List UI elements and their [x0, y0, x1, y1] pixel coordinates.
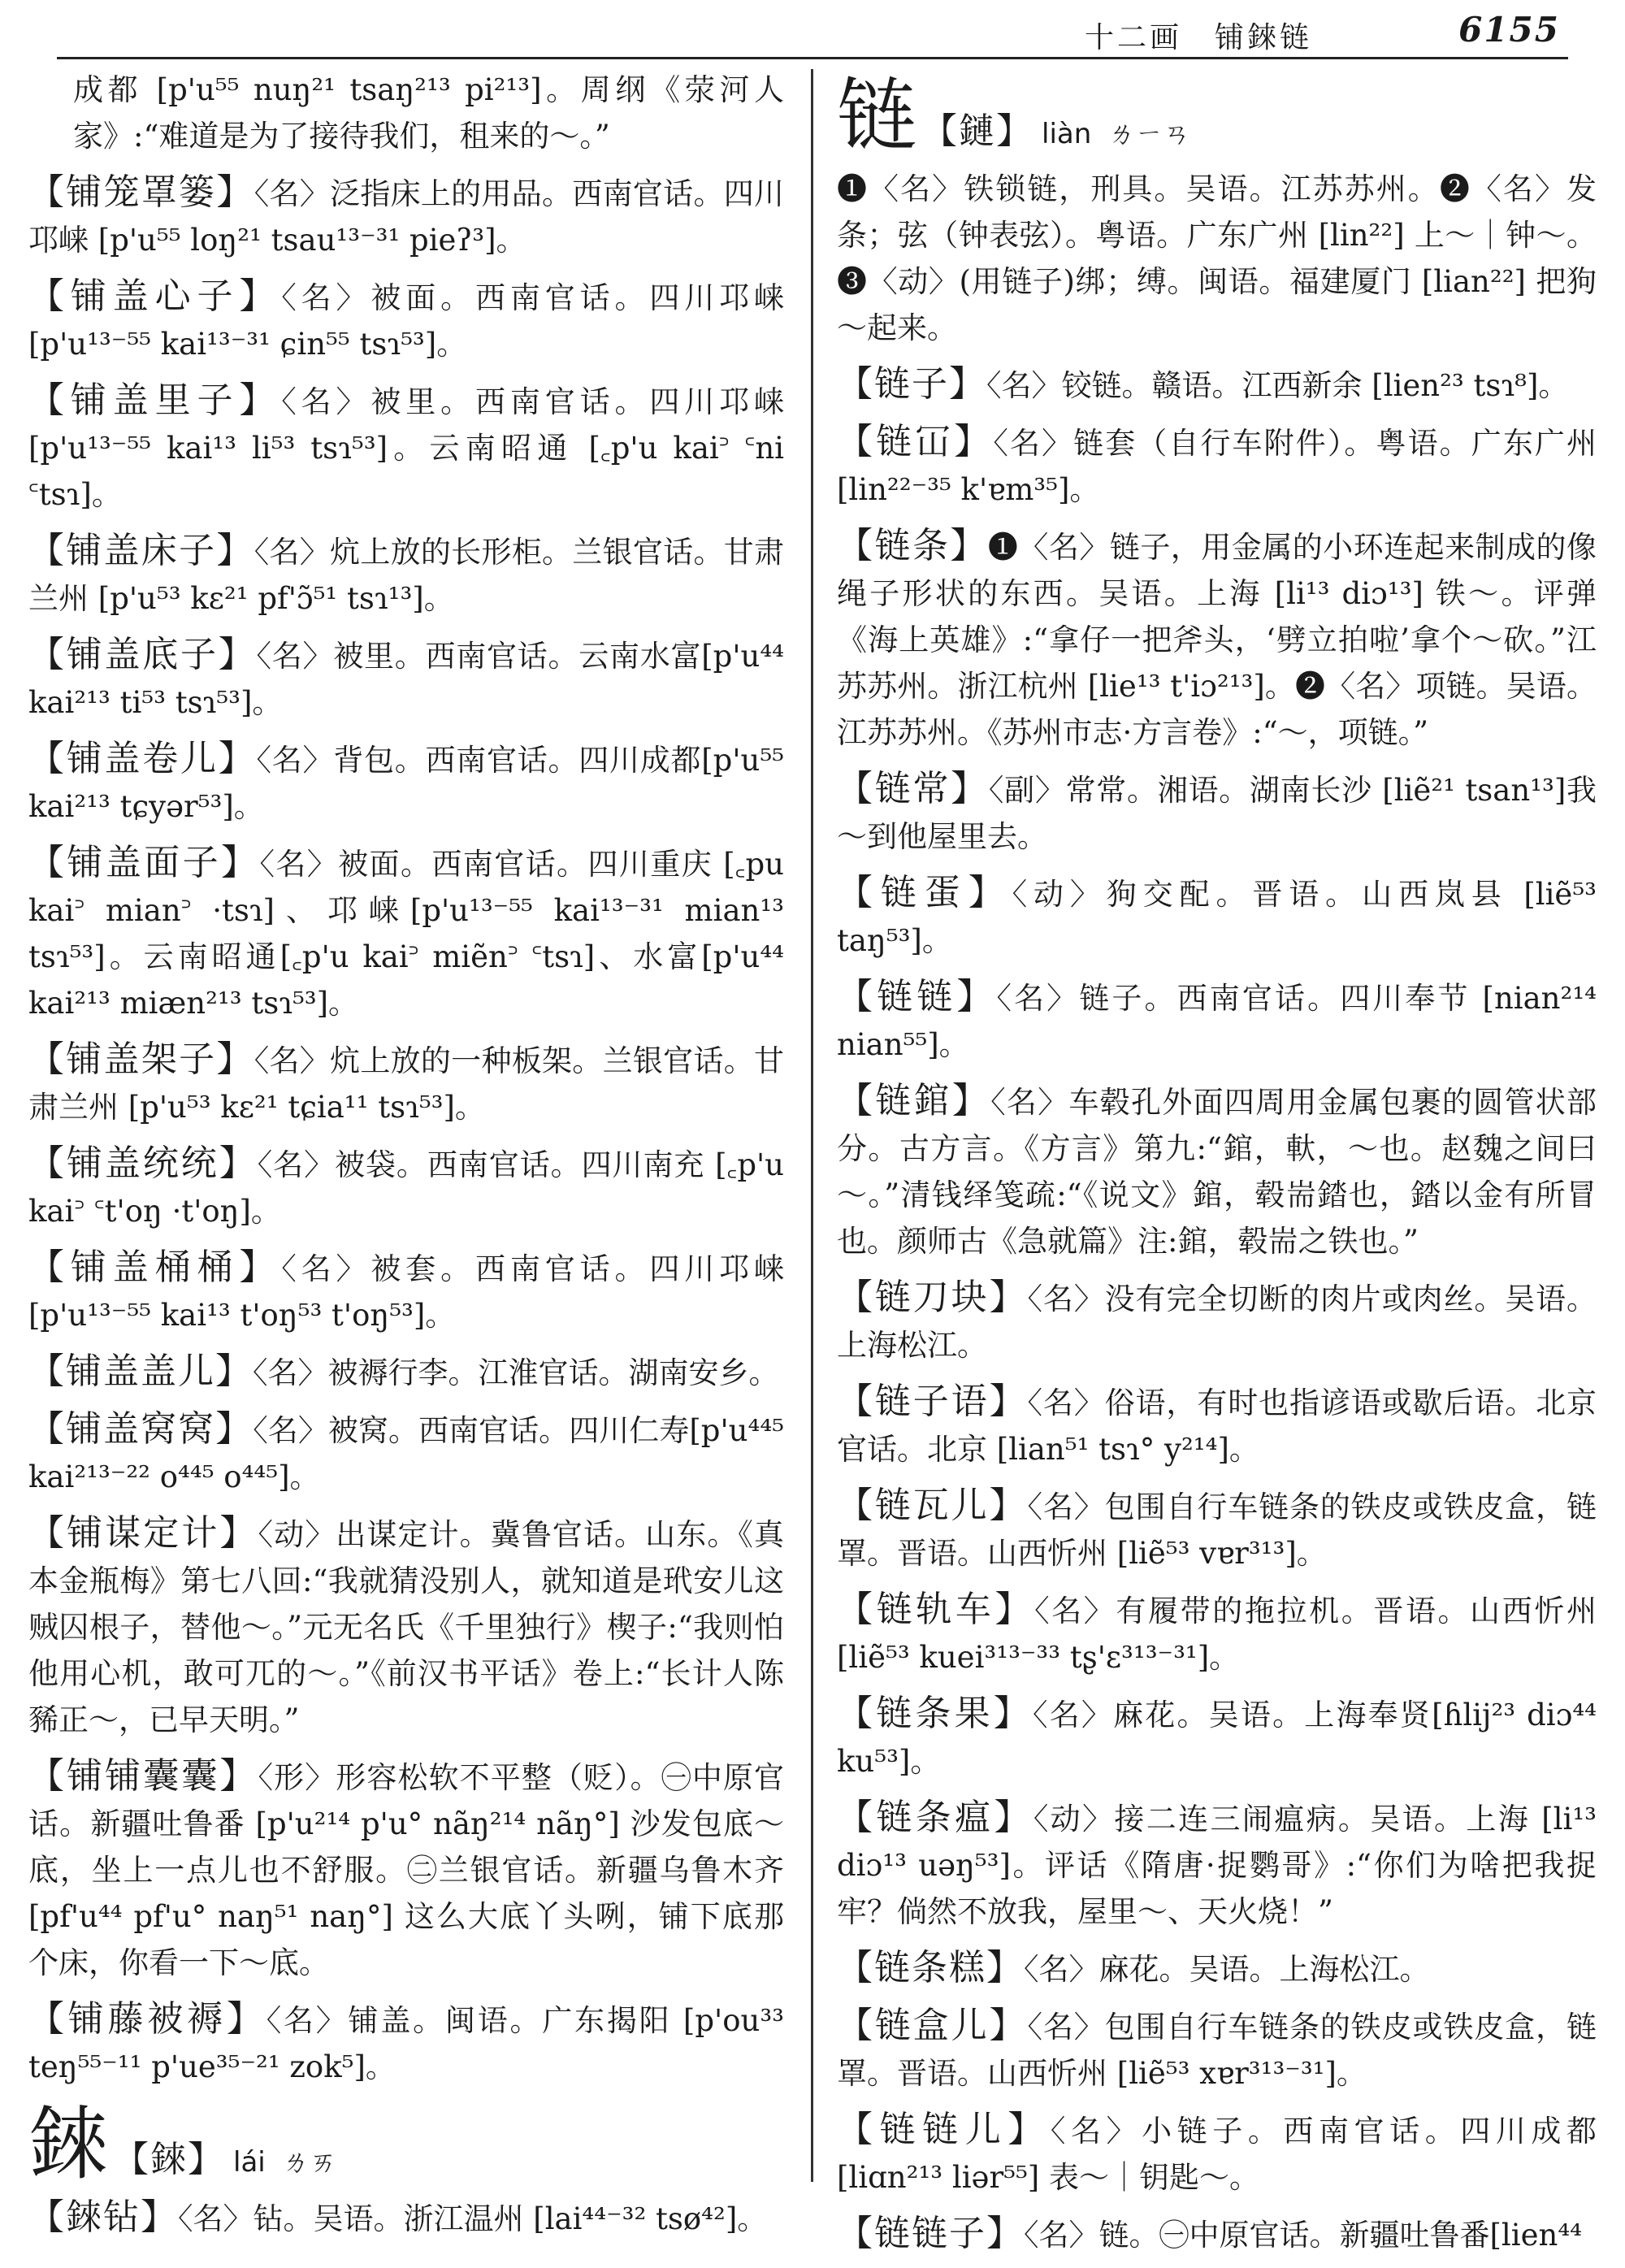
- entry-headword: 【链条】: [837, 525, 988, 566]
- entry-definition: 〈名〉背包。西南官话。四川成都[p'u⁵⁵ kai²¹³ tɕyər⁵³]。: [28, 743, 785, 824]
- entry-definition: 〈形〉形容松软不平整（贬）。㊀中原官话。新疆吐鲁番 [p'u²¹⁴ p'u° nãŋ²¹⁴ nãŋ°] 沙发包底～底，坐上一点儿也不舒服。㊁兰银官话。新疆乌鲁木齐 [pf'u⁴⁴ pf'u° naŋ⁵¹ naŋ°] 这么大底丫头咧，铺下底那个床，你看一下～底。: [28, 1760, 785, 1980]
- entry-definition: 〈名〉铺盖。闽语。广东揭阳 [p'ou³³ teŋ⁵⁵⁻¹¹ p'ue³⁵⁻²¹ zok⁵]。: [28, 2003, 784, 2084]
- entry-headword: 【铺盖统统】: [28, 1143, 258, 1184]
- dictionary-entry: [837, 869, 1597, 964]
- dictionary-entry: [28, 2194, 784, 2242]
- dictionary-entry: [28, 169, 784, 263]
- dictionary-entry: [28, 1244, 784, 1338]
- entry-definition: 〈名〉被套。西南官话。四川邛崃[p'u¹³⁻⁵⁵ kai¹³ t'oŋ⁵³ t'oŋ⁵³]。: [28, 1251, 784, 1333]
- entry-definition: 〈名〉链。㊀中原官话。新疆吐鲁番[lien⁴⁴: [1024, 2218, 1582, 2253]
- dictionary-entry: [837, 1482, 1597, 1576]
- entry-definition: 〈动〉狗交配。晋语。山西岚县 [liẽ⁵³ taŋ⁵³]。: [837, 877, 1597, 958]
- entry-definition: 〈名〉被面。西南官话。四川邛崃[p'u¹³⁻⁵⁵ kai¹³⁻³¹ ɕin⁵⁵ tsɿ⁵³]。: [28, 280, 784, 362]
- dictionary-entry: [28, 1753, 784, 1986]
- headword-zhuyin: ㄌㄧㄢ: [1107, 118, 1191, 150]
- entry-headword: 【链链子】: [837, 2213, 1024, 2254]
- dictionary-entry: [837, 1794, 1597, 1935]
- dictionary-entry: [837, 2106, 1597, 2201]
- entry-headword: 【链条糕】: [837, 1947, 1024, 1988]
- page-header: [57, 0, 1568, 59]
- entry-headword: 【链子】: [837, 363, 986, 405]
- entry-definition: 〈名〉被窝。西南官话。四川仁寿[p'u⁴⁴⁵ kai²¹³⁻²² o⁴⁴⁵ o⁴⁴⁵]。: [28, 1413, 784, 1494]
- entry-headword: 【铺盖床子】: [28, 530, 254, 571]
- entry-headword: 【铺盖卷儿】: [28, 738, 257, 779]
- headword-traditional: 【鏈】: [921, 111, 1034, 152]
- dictionary-entry: [837, 2210, 1597, 2258]
- entry-headword: 【链链】: [837, 976, 997, 1017]
- entry-definition: 〈名〉被里。西南官话。云南水富[p'u⁴⁴ kai²¹³ ti⁵³ tsɿ⁵³]。: [28, 639, 785, 720]
- dictionary-entry: [28, 1406, 784, 1500]
- headword-traditional: 【錸】: [113, 2139, 226, 2180]
- dictionary-entry: [837, 523, 1597, 756]
- entry-definition: 〈名〉麻花。吴语。上海松江。: [1024, 1952, 1430, 1987]
- entry-definition: 〈名〉小链子。西南官话。四川成都 [liɑn²¹³ liər⁵⁵] 表～｜钥匙～。: [837, 2114, 1597, 2195]
- headword-block: [837, 72, 1597, 161]
- dictionary-entry: [28, 839, 784, 1026]
- entry-headword: 【铺盖盖儿】: [28, 1351, 253, 1392]
- headword-pinyin: liàn: [1042, 118, 1092, 150]
- dictionary-entry: [837, 418, 1597, 513]
- dictionary-entry: [837, 361, 1597, 409]
- entry-definition: 〈名〉有履带的拖拉机。晋语。山西忻州 [liẽ⁵³ kuei³¹³⁻³³ tʂ'ɛ³¹³⁻³¹]。: [837, 1594, 1597, 1675]
- column-divider: [811, 69, 813, 2182]
- entry-definition: 〈名〉链套（自行车附件）。粤语。广东广州 [lin²²⁻³⁵ k'ɐm³⁵]。: [837, 426, 1597, 507]
- entry-headword: 【铺盖窝窝】: [28, 1408, 254, 1450]
- entry-definition: 〈动〉接二连三闹瘟病。吴语。上海 [li¹³ diɔ¹³ uəŋ⁵³]。评话《隋唐·捉鹦哥》:“你们为啥把我捉牢？倘然不放我，屋里～、天火烧！”: [837, 1802, 1597, 1929]
- headword-char: 錸: [28, 2098, 109, 2191]
- dictionary-entry: [28, 377, 784, 518]
- dictionary-entry: [837, 1945, 1597, 1993]
- dictionary-entry: [28, 735, 784, 830]
- section-title: 十二画 铺錸链: [1084, 21, 1312, 54]
- entry-headword: 【链蛋】: [837, 872, 1012, 913]
- dictionary-entry: [28, 527, 784, 622]
- entry-definition: 〈名〉被褥行李。江淮官话。湖南安乡。: [253, 1355, 779, 1390]
- entry-headword: 【铺铺囊囊】: [28, 1755, 258, 1797]
- dictionary-entry: [837, 1078, 1597, 1264]
- entry-headword: 【铺盖里子】: [28, 379, 282, 421]
- entry-definition: 〈动〉出谋定计。冀鲁官话。山东。《真本金瓶梅》第七八回:“我就猜没别人，就知道是玳安儿这贼囚根子，替他～。”元无名氏《千里独行》楔子:“我则怕他用心机，敢可兀的～。”《前汉书平话》卷上:“长计人陈豨正～，已早天明。”: [28, 1517, 785, 1737]
- dictionary-entry: [837, 1378, 1597, 1472]
- entry-definition: 〈名〉包围自行车链条的铁皮或铁皮盒，链罩。晋语。山西忻州 [liẽ⁵³ xɐr³¹³⁻³¹]。: [837, 2010, 1597, 2091]
- continuation-text: 成都 [p'u⁵⁵ nuŋ²¹ tsaŋ²¹³ pi²¹³]。周纲《荥河人家》:“难道是为了接待我们，租来的～。”: [73, 72, 784, 154]
- headword-char: 链: [837, 70, 917, 163]
- dictionary-entry: [28, 273, 784, 367]
- headword-zhuyin: ㄌㄞ: [281, 2146, 337, 2179]
- headword-block: [28, 2100, 784, 2189]
- entry-headword: 【链刀块】: [837, 1277, 1028, 1318]
- entry-headword: 【链錧】: [837, 1080, 991, 1121]
- dictionary-entry: [28, 1140, 784, 1234]
- entry-definition: 〈名〉钻。吴语。浙江温州 [lai⁴⁴⁻³² tsø⁴²]。: [178, 2201, 768, 2236]
- entry-definition: 〈名〉俗语，有时也指谚语或歇后语。北京官话。北京 [lian⁵¹ tsɿ° y²¹⁴]。: [837, 1386, 1597, 1467]
- dictionary-entry: [28, 1036, 784, 1130]
- entry-headword: 【链轨车】: [837, 1589, 1035, 1630]
- dictionary-entry: [837, 1274, 1597, 1368]
- entry-definition: 〈名〉被面。西南官话。四川重庆 [꜀pu kai꜄ mian꜄ ·tsɿ]、邛崃[p'u¹³⁻⁵⁵ kai¹³⁻³¹ mian¹³ tsɿ⁵³]。云南昭通[꜀p'u kai꜄ miẽn꜄ ꜂tsɿ]、水富[p'u⁴⁴ kai²¹³ miæn²¹³ tsɿ⁵³]。: [28, 847, 784, 1021]
- entry-headword: 【錸钻】: [28, 2196, 178, 2238]
- entry-headword: 【链子语】: [837, 1381, 1028, 1422]
- entry-headword: 【铺盖心子】: [28, 275, 282, 317]
- headword-pinyin: lái: [233, 2146, 266, 2179]
- entry-definition: 〈名〉车毂孔外面四周用金属包裹的圆管状部分。古方言。《方言》第九:“錧，軑，～也。赵魏之间曰～。”清钱绎笺疏:“《说文》錧，毂耑錔也，錔以金有所冒也。颜师古《急就篇》注:錧，毂耑之铁也。”: [837, 1085, 1597, 1259]
- left-column: [28, 67, 784, 2252]
- entry-headword: 【铺盖面子】: [28, 842, 260, 883]
- entry-headword: 【铺藤被褥】: [28, 1998, 266, 2040]
- dictionary-entry: [28, 1510, 784, 1743]
- dictionary-entry: [28, 1996, 784, 2090]
- dictionary-entry: [837, 765, 1597, 860]
- entry-headword: 【链冚】: [837, 421, 994, 462]
- dictionary-entry: [837, 2002, 1597, 2097]
- dictionary-entry: [837, 1690, 1597, 1784]
- entry-headword: 【铺谋定计】: [28, 1512, 258, 1554]
- left-entry-list: [28, 169, 784, 2090]
- entry-definition: 〈名〉铰链。赣语。江西新余 [lien²³ tsɿ⁸]。: [986, 368, 1569, 403]
- entry-headword: 【铺盖底子】: [28, 634, 257, 675]
- entry-definition: 〈名〉炕上放的一种板架。兰银官话。甘肃兰州 [p'u⁵³ kɛ²¹ tɕia¹¹ tsɿ⁵³]。: [28, 1043, 785, 1125]
- entry-headword: 【铺盖桶桶】: [28, 1247, 282, 1288]
- entry-headword: 【链常】: [837, 768, 989, 809]
- page-number: 6155: [1458, 10, 1560, 50]
- entry-definition: 〈名〉包围自行车链条的铁皮或铁皮盒，链罩。晋语。山西忻州 [liẽ⁵³ vɐr³¹³]。: [837, 1490, 1597, 1571]
- entry-headword: 【链盒儿】: [837, 2005, 1028, 2046]
- dictionary-entry: [28, 631, 784, 726]
- entry-definition: 〈名〉链子。西南官话。四川奉节 [nian²¹⁴ nian⁵⁵]。: [837, 981, 1597, 1062]
- entry-definition: 〈名〉被袋。西南官话。四川南充 [꜀p'u kai꜄ ꜂t'oŋ ·t'oŋ]。: [28, 1147, 785, 1229]
- right-entry-list: [837, 361, 1597, 2258]
- entry-definition: 〈名〉麻花。吴语。上海奉贤[ɦlij²³ diɔ⁴⁴ ku⁵³]。: [837, 1698, 1597, 1779]
- entry-definition: 〈名〉被里。西南官话。四川邛崃[p'u¹³⁻⁵⁵ kai¹³ li⁵³ tsɿ⁵³]。云南昭通 [꜀p'u kai꜄ ꜂ni ꜂tsɿ]。: [28, 384, 784, 512]
- entry-definition: 〈副〉常常。湘语。湖南长沙 [liẽ²¹ tsan¹³]我～到他屋里去。: [837, 773, 1597, 854]
- entry-definition: 〈名〉炕上放的长形柜。兰银官话。甘肃兰州 [p'u⁵³ kɛ²¹ pf'ɔ̃⁵¹ tsɿ¹³]。: [28, 535, 785, 616]
- entry-definition: 〈名〉没有完全切断的肉片或肉丝。吴语。上海松江。: [837, 1281, 1597, 1363]
- entry-headword: 【铺笼罩篓】: [28, 171, 254, 213]
- dictionary-entry: [837, 974, 1597, 1068]
- entry-headword: 【链条瘟】: [837, 1797, 1034, 1838]
- entry-headword: 【链瓦儿】: [837, 1485, 1028, 1526]
- entry-headword: 【链条果】: [837, 1693, 1033, 1734]
- right-column: [837, 67, 1597, 2268]
- dictionary-entry: [837, 1586, 1597, 1680]
- dictionary-entry: [28, 1348, 784, 1396]
- entry-headword: 【链链儿】: [837, 2109, 1051, 2150]
- entry-definition: 〈名〉泛指床上的用品。西南官话。四川邛崃 [p'u⁵⁵ loŋ²¹ tsau¹³⁻³¹ pieʔ³]。: [28, 176, 785, 258]
- headword-definition: ❶〈名〉铁锁链，刑具。吴语。江苏苏州。❷〈名〉发条；弦（钟表弦）。粤语。广东广州 [lin²²] 上～｜钟～。❸〈动〉(用链子)绑；缚。闽语。福建厦门 [lian²²] 把狗～起来。: [837, 171, 1597, 345]
- entry-definition: ❶〈名〉链子，用金属的小环连起来制成的像绳子形状的东西。吴语。上海 [li¹³ diɔ¹³] 铁～。评弹《海上英雄》:“拿仔一把斧头，‘劈立拍啦’拿个～砍。”江苏苏州。浙江杭州 [lie¹³ t'iɔ²¹³]。❷〈名〉项链。吴语。江苏苏州。《苏州市志·方言卷》:“～，项链。”: [837, 530, 1597, 750]
- entry-headword: 【铺盖架子】: [28, 1039, 254, 1080]
